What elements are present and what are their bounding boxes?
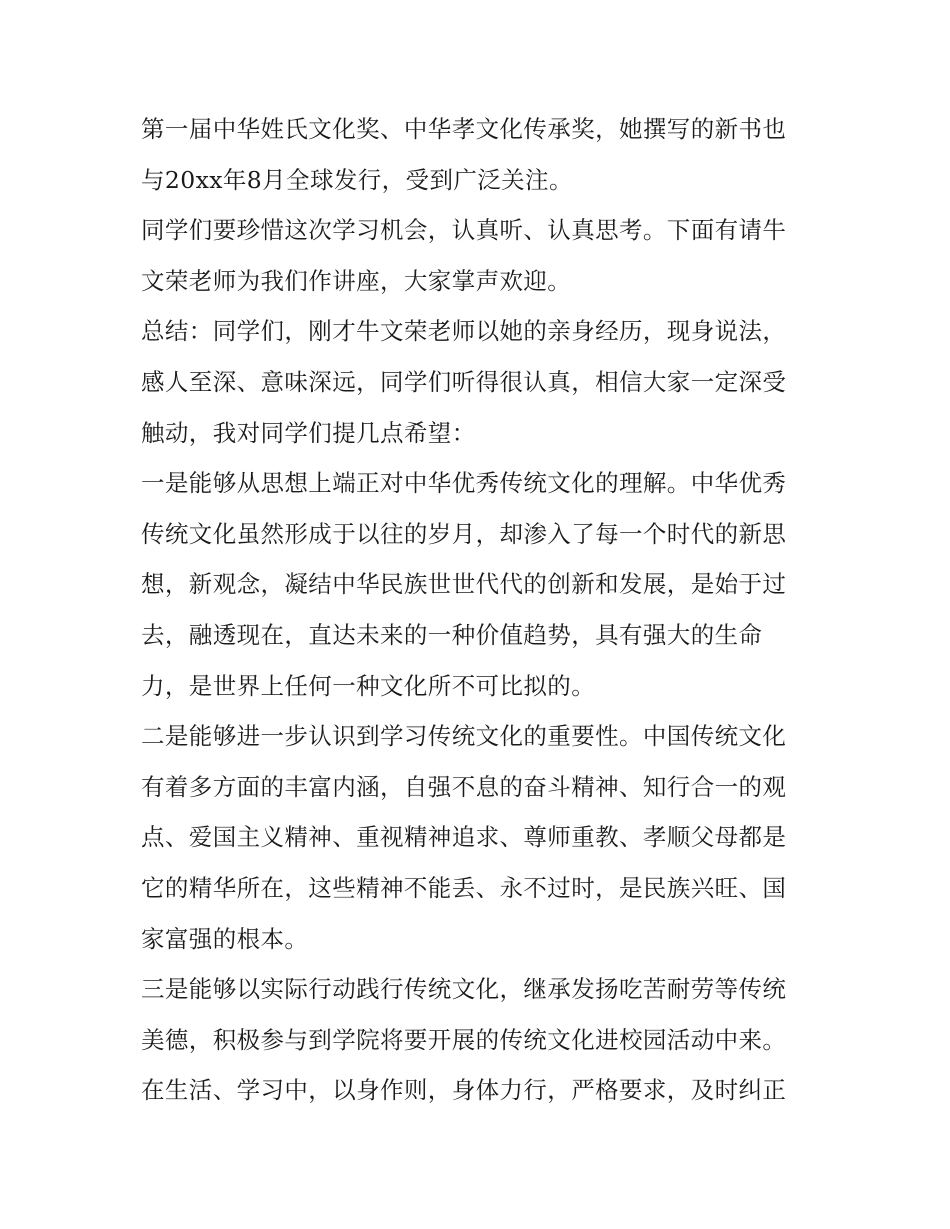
text-line: 二是能够进一步认识到学习传统文化的重要性。中国传统文化 (141, 722, 787, 751)
text-line: 去，融透现在，直达未来的一种价值趋势，具有强大的生命 (141, 620, 763, 649)
text-line: 文荣老师为我们作讲座，大家掌声欢迎。 (141, 266, 572, 295)
text-line: 感人至深、意味深远，同学们听得很认真，相信大家一定深受 (141, 367, 787, 396)
text-line: 有着多方面的丰富内涵，自强不息的奋斗精神、知行合一的观 (141, 772, 787, 801)
text-line: 它的精华所在，这些精神不能丢、永不过时，是民族兴旺、国 (141, 873, 787, 902)
text-line: 家富强的根本。 (141, 924, 309, 953)
text-line: 美德，积极参与到学院将要开展的传统文化进校园活动中来。 (141, 1025, 787, 1054)
text-line: 想，新观念，凝结中华民族世世代代的创新和发展，是始于过 (141, 570, 787, 599)
text-line: 总结：同学们，刚才牛文荣老师以她的亲身经历，现身说法， (141, 317, 787, 346)
text-line: 同学们要珍惜这次学习机会，认真听、认真思考。下面有请牛 (141, 216, 787, 245)
text-line: 在生活、学习中，以身作则，身体力行，严格要求，及时纠正 (141, 1076, 787, 1105)
text-line: 力，是世界上任何一种文化所不可比拟的。 (141, 671, 596, 700)
text-line: 与20xx年8月全球发行，受到广泛关注。 (141, 165, 573, 194)
text-line: 点、爱国主义精神、重视精神追求、尊师重教、孝顺父母都是 (141, 823, 787, 852)
text-line: 触动，我对同学们提几点希望： (141, 418, 476, 447)
body-text (141, 104, 821, 1116)
text-line: 三是能够以实际行动践行传统文化，继承发扬吃苦耐劳等传统 (141, 975, 787, 1004)
text-line: 传统文化虽然形成于以往的岁月，却渗入了每一个时代的新思 (141, 519, 787, 548)
text-line: 一是能够从思想上端正对中华优秀传统文化的理解。中华优秀 (141, 469, 787, 498)
text-line: 第一届中华姓氏文化奖、中华孝文化传承奖，她撰写的新书也 (141, 115, 787, 143)
